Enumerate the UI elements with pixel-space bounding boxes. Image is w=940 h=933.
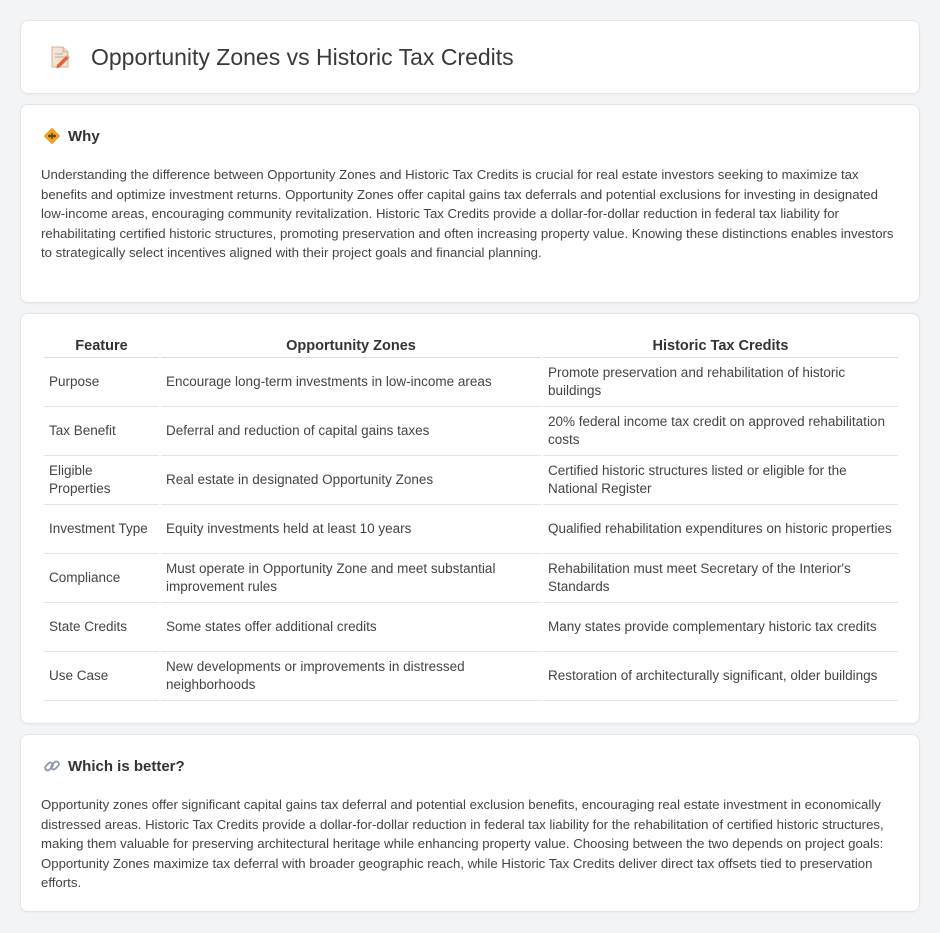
table-row <box>44 505 898 554</box>
opportunity-zones-cell: Deferral and reduction of capital gains taxes <box>161 407 541 456</box>
table-row <box>44 407 898 456</box>
opportunity-zones-cell: Must operate in Opportunity Zone and meet substantial improvement rules <box>161 554 541 603</box>
why-text: Understanding the difference between Opportunity Zones and Historic Tax Credits is crucial for real estate investors seeking to maximize tax benefits and optimize investment returns. Opportunity Zones offer capital gains tax deferrals and potential exclusions for investing in designated low-income areas, encouraging community revitalization. Historic Tax Credits provide a dollar-for-dollar reduction in federal tax liability for rehabilitating certified historic structures, promoting preservation and often increasing property value. Knowing these distinctions enables investors to strategically select incentives aligned with their project goals and financial planning. <box>41 167 894 260</box>
opportunity-zones-cell: Equity investments held at least 10 years <box>161 505 541 554</box>
opportunity-zones-cell: Some states offer additional credits <box>161 603 541 652</box>
document-pencil-icon <box>49 45 71 69</box>
opportunity-zones-cell: Encourage long-term investments in low-income areas <box>161 358 541 407</box>
which-is-better-text: Opportunity zones offer significant capital gains tax deferral and potential exclusion benefits, encouraging real estate investment in economically distressed areas. Historic Tax Credits provide a dollar-for-dollar reduction in federal tax liability for the rehabilitation of certified historic structures, making them valuable for preserving architectural heritage while enhancing property value. Choosing between the two depends on project goals: Opportunity Zones maximize tax deferral with broader geographic reach, while Historic Tax Credits deliver direct tax offsets tied to preservation efforts. <box>41 797 884 890</box>
table-row <box>44 358 898 407</box>
feature-cell: Investment Type <box>44 505 159 554</box>
header-opportunity-zones: Opportunity Zones <box>161 335 541 358</box>
historic-tax-credits-cell: Restoration of architecturally significant, older buildings <box>543 652 898 701</box>
feature-cell: Compliance <box>44 554 159 603</box>
which-is-better-heading: Which is better? <box>68 757 185 775</box>
historic-tax-credits-cell: Qualified rehabilitation expenditures on historic properties <box>543 505 898 554</box>
feature-cell: State Credits <box>44 603 159 652</box>
historic-tax-credits-cell: Many states provide complementary historic tax credits <box>543 603 898 652</box>
table-row <box>44 603 898 652</box>
table-header-row <box>44 335 898 358</box>
why-section <box>20 104 920 303</box>
historic-tax-credits-cell: Promote preservation and rehabilitation of historic buildings <box>543 358 898 407</box>
feature-cell: Use Case <box>44 652 159 701</box>
comparison-table-card <box>20 313 920 724</box>
header-card <box>20 20 920 94</box>
feature-cell: Purpose <box>44 358 159 407</box>
opportunity-zones-cell: New developments or improvements in distressed neighborhoods <box>161 652 541 701</box>
header-historic-tax-credits: Historic Tax Credits <box>543 335 898 358</box>
link-icon <box>43 757 61 775</box>
comparison-table <box>42 335 900 701</box>
header-feature: Feature <box>44 335 159 358</box>
historic-tax-credits-cell: Certified historic structures listed or eligible for the National Register <box>543 456 898 505</box>
which-is-better-section <box>20 734 920 912</box>
table-row <box>44 554 898 603</box>
why-heading: Why <box>68 127 100 145</box>
historic-tax-credits-cell: Rehabilitation must meet Secretary of the Interior's Standards <box>543 554 898 603</box>
table-row <box>44 652 898 701</box>
diamond-sign-icon <box>43 127 61 145</box>
historic-tax-credits-cell: 20% federal income tax credit on approved rehabilitation costs <box>543 407 898 456</box>
feature-cell: Eligible Properties <box>44 456 159 505</box>
table-row <box>44 456 898 505</box>
opportunity-zones-cell: Real estate in designated Opportunity Zones <box>161 456 541 505</box>
feature-cell: Tax Benefit <box>44 407 159 456</box>
page-title: Opportunity Zones vs Historic Tax Credits <box>91 43 514 70</box>
